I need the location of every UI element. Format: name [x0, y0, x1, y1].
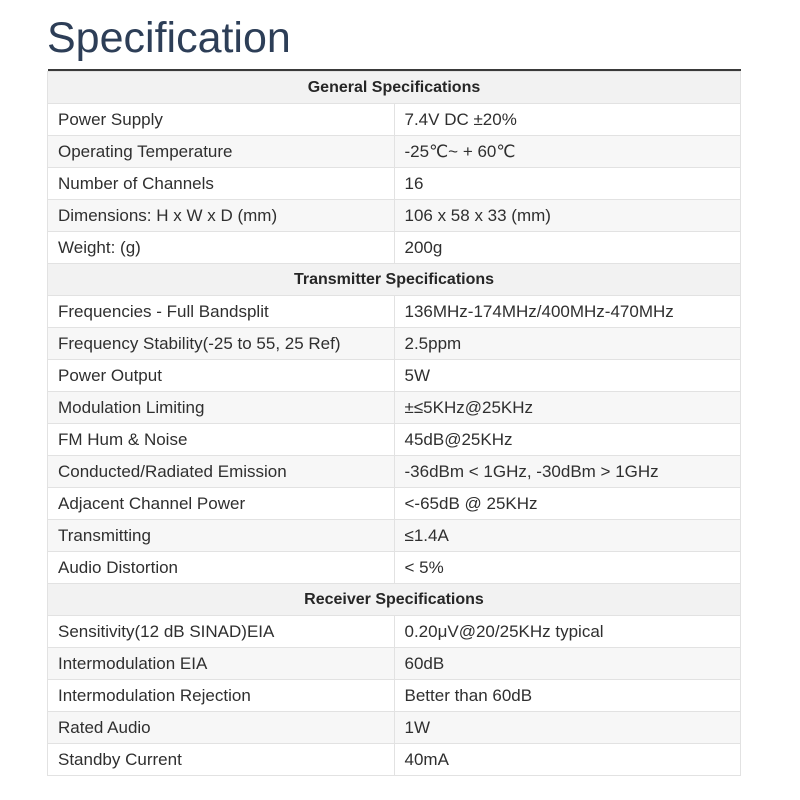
spec-label: Standby Current: [48, 744, 395, 776]
section-heading: General Specifications: [48, 72, 741, 104]
spec-label: Conducted/Radiated Emission: [48, 456, 395, 488]
table-row: [48, 648, 741, 680]
spec-label: Intermodulation EIA: [48, 648, 395, 680]
spec-value: ±≤5KHz@25KHz: [394, 392, 741, 424]
spec-value: < 5%: [394, 552, 741, 584]
table-row: [48, 616, 741, 648]
spec-label: Transmitting: [48, 520, 395, 552]
spec-label: Weight: (g): [48, 232, 395, 264]
spec-label: Operating Temperature: [48, 136, 395, 168]
table-row: [48, 488, 741, 520]
spec-label: Intermodulation Rejection: [48, 680, 395, 712]
spec-label: Sensitivity(12 dB SINAD)EIA: [48, 616, 395, 648]
spec-value: 7.4V DC ±20%: [394, 104, 741, 136]
table-row: [48, 168, 741, 200]
section-header-general: [48, 72, 741, 104]
table-row: [48, 200, 741, 232]
table-row: [48, 232, 741, 264]
spec-label: Adjacent Channel Power: [48, 488, 395, 520]
table-row: [48, 104, 741, 136]
spec-value: -25℃~ + 60℃: [394, 136, 741, 168]
table-row: [48, 520, 741, 552]
spec-value: 200g: [394, 232, 741, 264]
spec-value: 136MHz-174MHz/400MHz-470MHz: [394, 296, 741, 328]
spec-value: <-65dB @ 25KHz: [394, 488, 741, 520]
spec-value: 5W: [394, 360, 741, 392]
spec-value: 45dB@25KHz: [394, 424, 741, 456]
spec-label: Frequencies - Full Bandsplit: [48, 296, 395, 328]
spec-value: 40mA: [394, 744, 741, 776]
section-heading: Receiver Specifications: [48, 584, 741, 616]
section-header-transmitter: [48, 264, 741, 296]
table-row: [48, 296, 741, 328]
table-row: [48, 392, 741, 424]
table-row: [48, 136, 741, 168]
spec-value: Better than 60dB: [394, 680, 741, 712]
table-row: [48, 680, 741, 712]
spec-label: Dimensions: H x W x D (mm): [48, 200, 395, 232]
section-header-receiver: [48, 584, 741, 616]
specification-table: [47, 69, 741, 776]
table-row: [48, 744, 741, 776]
table-row: [48, 328, 741, 360]
spec-label: Frequency Stability(-25 to 55, 25 Ref): [48, 328, 395, 360]
spec-label: Number of Channels: [48, 168, 395, 200]
table-row: [48, 552, 741, 584]
spec-value: 2.5ppm: [394, 328, 741, 360]
spec-label: Power Output: [48, 360, 395, 392]
spec-value: 0.20μV@20/25KHz typical: [394, 616, 741, 648]
page-title: Specification: [47, 14, 291, 62]
spec-label: Rated Audio: [48, 712, 395, 744]
table-row: [48, 712, 741, 744]
table-row: [48, 360, 741, 392]
spec-value: 1W: [394, 712, 741, 744]
spec-value: 16: [394, 168, 741, 200]
section-heading: Transmitter Specifications: [48, 264, 741, 296]
spec-value: 60dB: [394, 648, 741, 680]
spec-label: Modulation Limiting: [48, 392, 395, 424]
table-row: [48, 456, 741, 488]
spec-label: FM Hum & Noise: [48, 424, 395, 456]
spec-label: Power Supply: [48, 104, 395, 136]
spec-value: ≤1.4A: [394, 520, 741, 552]
spec-label: Audio Distortion: [48, 552, 395, 584]
spec-value: 106 x 58 x 33 (mm): [394, 200, 741, 232]
spec-value: -36dBm < 1GHz, -30dBm > 1GHz: [394, 456, 741, 488]
table-row: [48, 424, 741, 456]
